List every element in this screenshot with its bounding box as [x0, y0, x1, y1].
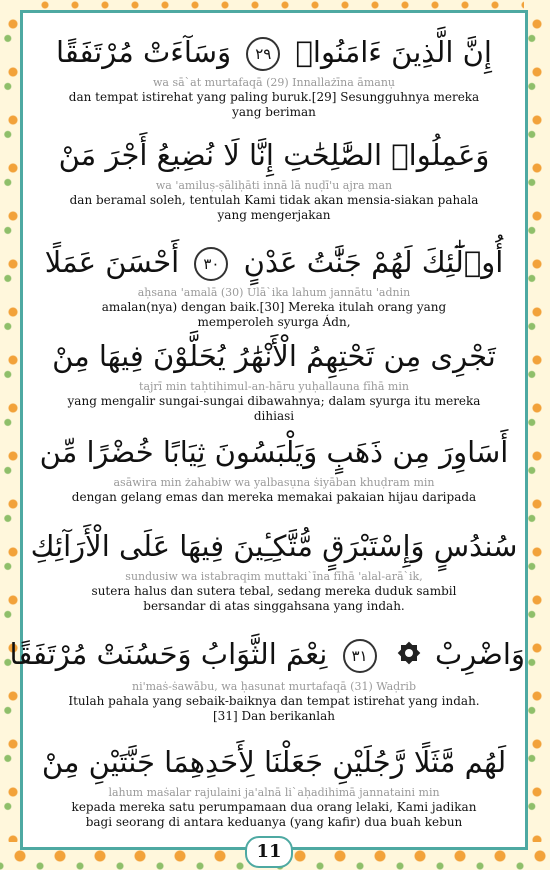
arabic-line: وَعَمِلُوا۟ الصَّٰلِحَٰتِ إِنَّا لَا نُضِيعُ أَجْرَ مَنْ	[58, 138, 490, 172]
arabic-text: إِنَّ الَّذِينَ ءَامَنُوا۟	[295, 35, 492, 69]
translation: sutera halus dan sutera tebal, sedang mereka duduk sambil bersandar di atas singgahsana yang indah.	[91, 584, 457, 613]
translation: yang mengalir sungai-sungai dibawahnya; dalam syurga itu mereka dihiasi	[67, 394, 481, 423]
arabic-line	[23, 30, 525, 74]
transliteration: lahum maṡalar rajulaini ja'alnā li`aḥadihimā jannataini min	[108, 786, 440, 799]
arabic-line: تَجْرِى مِن تَحْتِهِمُ الْأَنْهَٰرُ يُحَلَّوْنَ فِيهَا مِنْ	[52, 339, 496, 373]
verse-block-5	[23, 430, 525, 505]
arabic-text: وَسَآءَتْ مُرْتَفَقًا	[56, 35, 232, 69]
verse-block-4	[23, 334, 525, 424]
rub-el-hizb-icon	[396, 634, 422, 678]
top-floral-border	[0, 0, 550, 10]
arabic-line: سُندُسٍ وَإِسْتَبْرَقٍ مُّتَّكِـِٔينَ فِيهَا عَلَى الْأَرَآئِكِ	[30, 529, 518, 563]
ayah-number-marker: ٢٩	[246, 37, 280, 71]
arabic-line	[9, 632, 525, 678]
arabic-line: لَهُم مَّثَلًا رَّجُلَيْنِ جَعَلْنَا لِأَحَدِهِمَا جَنَّتَيْنِ مِنْ	[41, 745, 507, 779]
ayah-number-marker: ٣٠	[194, 247, 228, 281]
arabic-text: وَاضْرِبْ	[435, 637, 525, 671]
transliteration: tajrī min taḥtihimul-an-hāru yuḥallauna fīhā min	[139, 380, 409, 393]
arabic-line: أَسَاوِرَ مِن ذَهَبٍ وَيَلْبَسُونَ ثِيَابًا خُضْرًا مِّن	[39, 435, 509, 469]
page-number: 11	[245, 836, 293, 868]
translation: kepada mereka satu perumpamaan dua orang lelaki, Kami jadikan bagi seorang di antara keduanya (yang kafir) dua buah kebun	[71, 800, 477, 829]
transliteration: sundusiw wa istabraqim muttaki`īna fīhā 'alal-arā`ik,	[125, 570, 423, 583]
translation: dengan gelang emas dan mereka memakai pakaian hijau daripada	[71, 490, 477, 504]
transliteration: wa sā`at murtafaqā (29) Innallażīna āmanụ	[152, 76, 396, 89]
arabic-line	[23, 240, 525, 284]
transliteration: aḥsana 'amalā (30) Ulā`ika lahum jannātu 'adnin	[137, 286, 411, 299]
verse-block-2	[23, 133, 525, 223]
transliteration: ni'maṡ-ṡawābu, wa ḥasunat murtafaqā (31) Waḍrib	[132, 680, 416, 693]
verse-block-6	[23, 524, 525, 614]
verse-block-3	[23, 240, 525, 330]
transliteration: wa 'amiluṣ-ṣāliḥāti innā lā nuḍī'u ajra man	[155, 179, 393, 192]
arabic-text: أُو۟لَٰٓئِكَ لَهُمْ جَنَّٰتُ عَدْنٍ	[243, 245, 504, 279]
translation: dan beramal soleh, tentulah Kami tidak akan mensia-siakan pahala yang mengerjakan	[69, 193, 479, 222]
translation: Itulah pahala yang sebaik-baiknya dan tempat istirehat yang indah.[31] Dan berikanlah	[68, 694, 480, 723]
verse-block-7	[9, 632, 525, 724]
verse-block-1	[23, 30, 525, 120]
translation: amalan(nya) dengan baik.[30] Mereka itulah orang yang memperoleh syurga Ádn,	[101, 300, 447, 329]
translation: dan tempat istirehat yang paling buruk.[29] Sesungguhnya mereka yang beriman	[68, 90, 480, 119]
verse-block-8	[23, 740, 525, 830]
ayah-number-marker: ٣١	[343, 639, 377, 673]
transliteration: asāwira min żahabiw wa yalbasụna ṡiyāban khuḍram min	[113, 476, 435, 489]
arabic-text: أَحْسَنَ عَمَلًا	[44, 245, 180, 279]
arabic-text: نِعْمَ الثَّوَابُ وَحَسُنَتْ مُرْتَفَقًا	[9, 637, 328, 671]
